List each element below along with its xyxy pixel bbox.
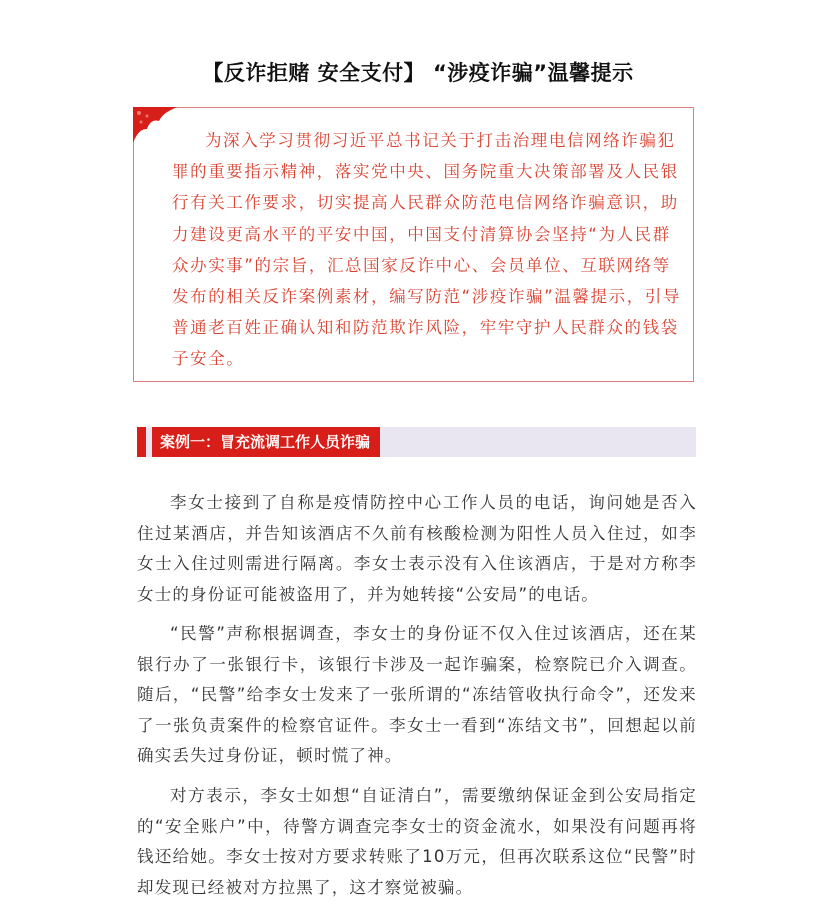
case-paragraph-3: 对方表示，李女士如想“自证清白”，需要缴纳保证金到公安局指定的“安全账户”中，待警方调查完李女士的资金流水，如果没有问题再将钱还给她。李女士按对方要求转账了10万元，但再次联系这位“民警”时却发现已经被对方拉黑了，这才察觉被骗。	[137, 786, 697, 897]
case-paragraph-1: 李女士接到了自称是疫情防控中心工作人员的电话，询问她是否入住过某酒店，并告知该酒店不久前有核酸检测为阳性人员入住过，如李女士入住过则需进行隔离。李女士表示没有入住该酒店，于是对方称李女士的身份证可能被盗用了，并为她转接“公安局”的电话。	[137, 493, 697, 604]
intro-box	[133, 107, 694, 382]
section-accent-stripe	[137, 427, 146, 457]
section-header-bar	[137, 427, 696, 457]
section-title: 案例一：冒充流调工作人员诈骗	[152, 427, 380, 457]
corner-ornament-icon	[133, 107, 177, 143]
case-paragraph-2: “民警”声称根据调查，李女士的身份证不仅入住过该酒店，还在某银行办了一张银行卡，该银行卡涉及一起诈骗案，检察院已介入调查。随后，“民警”给李女士发来了一张所谓的“冻结管收执行命令”，还发来了一张负责案件的检察官证件。李女士一看到“冻结文书”，回想起以前确实丢失过身份证，顿时慌了神。	[137, 624, 697, 765]
page-title: 【反诈拒赌 安全支付】 “涉疫诈骗”温馨提示	[202, 61, 634, 85]
intro-text: 为深入学习贯彻习近平总书记关于打击治理电信网络诈骗犯罪的重要指示精神，落实党中央、国务院重大决策部署及人民银行有关工作要求，切实提高人民群众防范电信网络诈骗意识，助力建设更高水平的平安中国，中国支付清算协会坚持“为人民群众办实事”的宗旨，汇总国家反诈中心、会员单位、互联网络等发布的相关反诈案例素材，编写防范“涉疫诈骗”温馨提示，引导普通老百姓正确认知和防范欺诈风险，牢牢守护人民群众的钱袋子安全。	[172, 131, 681, 369]
